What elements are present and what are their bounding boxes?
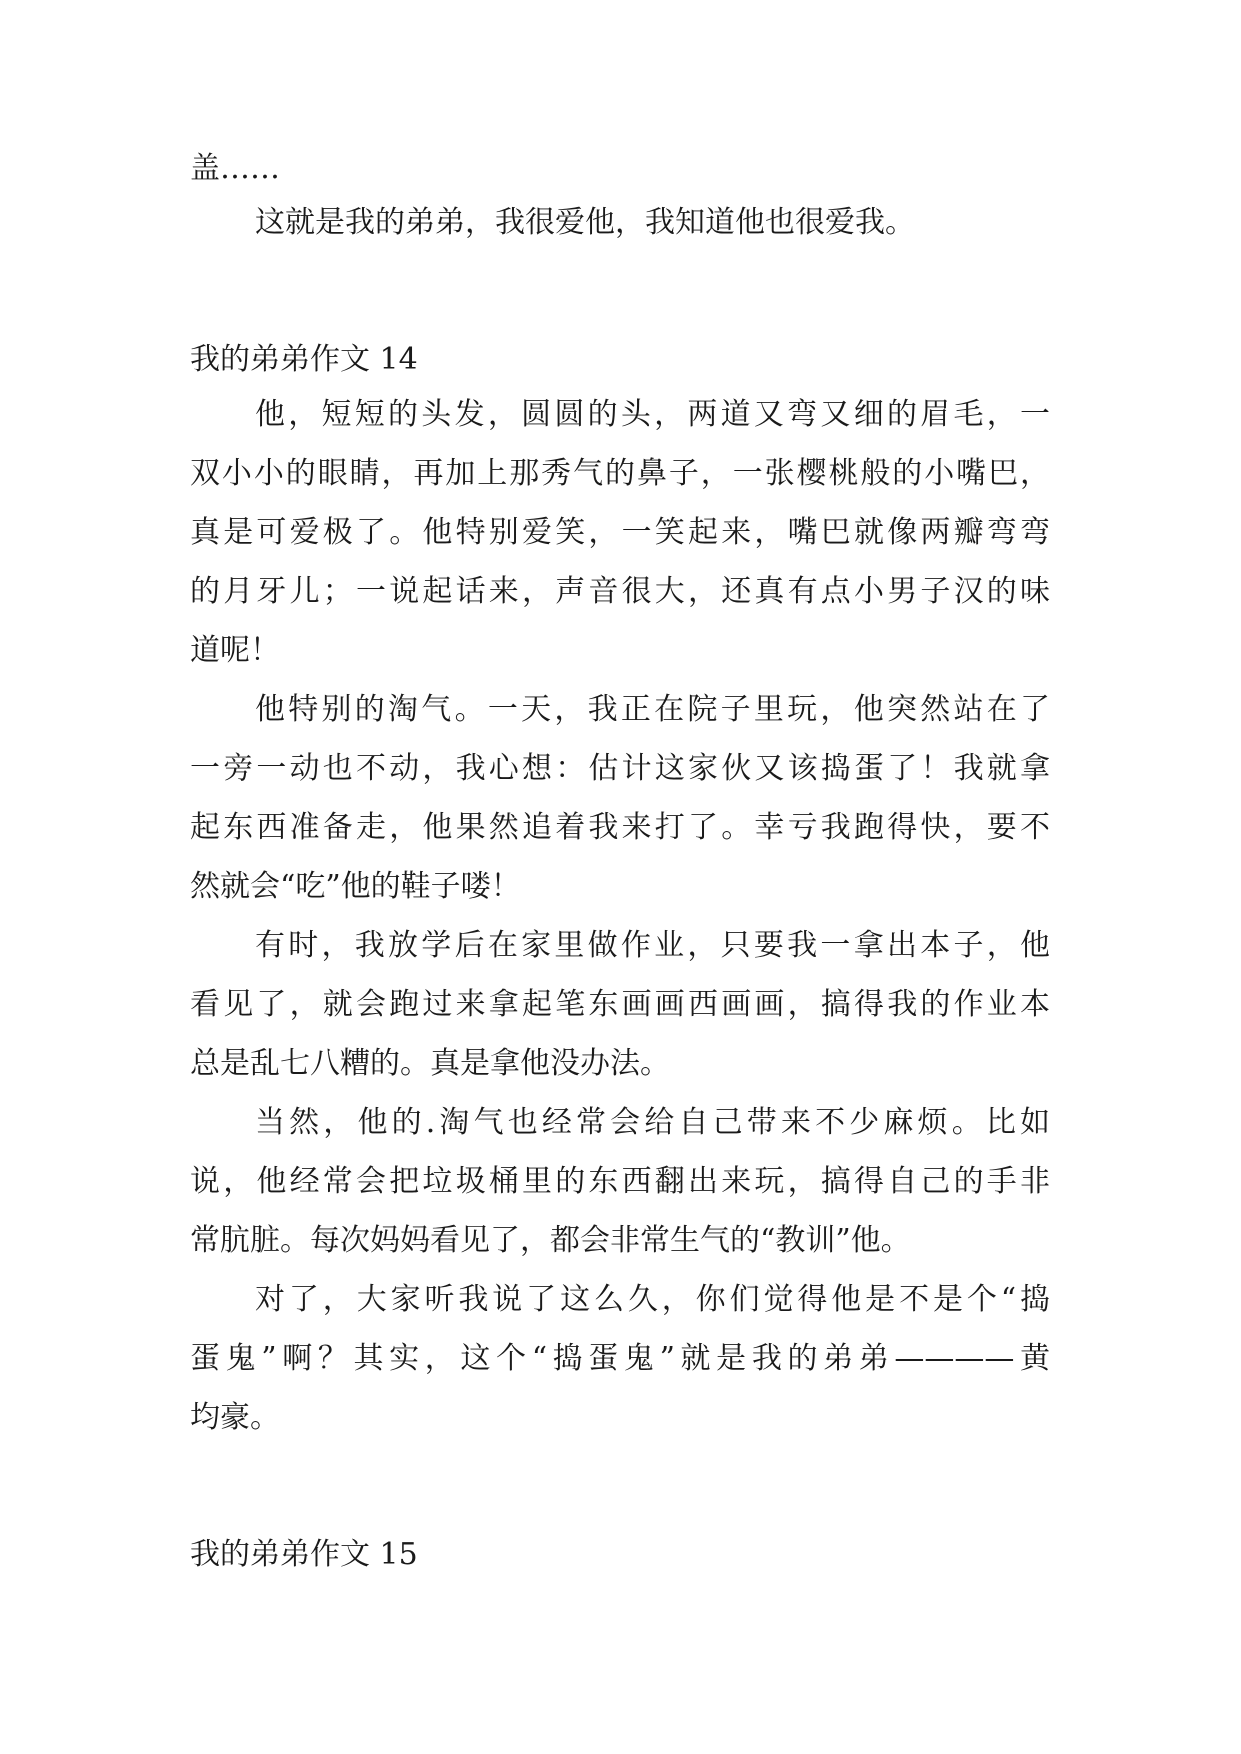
text-line: 真是可爱极了。他特别爱笑，一笑起来，嘴巴就像两瓣弯弯 — [190, 515, 1050, 550]
text-line: 的月牙儿；一说起话来，声音很大，还真有点小男子汉的味 — [190, 574, 1050, 609]
text-line: 道呢！ — [190, 633, 280, 668]
text-line: 这就是我的弟弟，我很爱他，我知道他也很爱我。 — [255, 205, 915, 240]
text-line: 当然，他的.淘气也经常会给自己带来不少麻烦。比如 — [255, 1105, 1050, 1140]
text-line: 常肮脏。每次妈妈看见了，都会非常生气的“教训”他。 — [190, 1223, 911, 1258]
section-heading: 我的弟弟作文 15 — [190, 1537, 418, 1572]
section-heading: 我的弟弟作文 14 — [190, 342, 418, 377]
text-line: 均豪。 — [190, 1400, 280, 1435]
text-line: 双小小的眼睛，再加上那秀气的鼻子，一张樱桃般的小嘴巴， — [190, 456, 1050, 491]
text-line: 说，他经常会把垃圾桶里的东西翻出来玩，搞得自己的手非 — [190, 1164, 1050, 1199]
text-line: 他特别的淘气。一天，我正在院子里玩，他突然站在了 — [255, 692, 1050, 727]
text-line: 盖…… — [190, 151, 280, 186]
text-line: 然就会“吃”他的鞋子喽！ — [190, 869, 521, 904]
text-line: 蛋鬼”啊？其实，这个“捣蛋鬼”就是我的弟弟————黄 — [190, 1341, 1050, 1376]
text-line: 一旁一动也不动，我心想：估计这家伙又该捣蛋了！我就拿 — [190, 751, 1050, 786]
text-line: 起东西准备走，他果然追着我来打了。幸亏我跑得快，要不 — [190, 810, 1050, 845]
text-line: 看见了，就会跑过来拿起笔东画画西画画，搞得我的作业本 — [190, 987, 1050, 1022]
text-line: 他，短短的头发，圆圆的头，两道又弯又细的眉毛，一 — [255, 397, 1050, 432]
text-line: 总是乱七八糟的。真是拿他没办法。 — [190, 1046, 670, 1081]
text-line: 有时，我放学后在家里做作业，只要我一拿出本子，他 — [255, 928, 1050, 963]
text-line: 对了，大家听我说了这么久，你们觉得他是不是个“捣 — [255, 1282, 1050, 1317]
